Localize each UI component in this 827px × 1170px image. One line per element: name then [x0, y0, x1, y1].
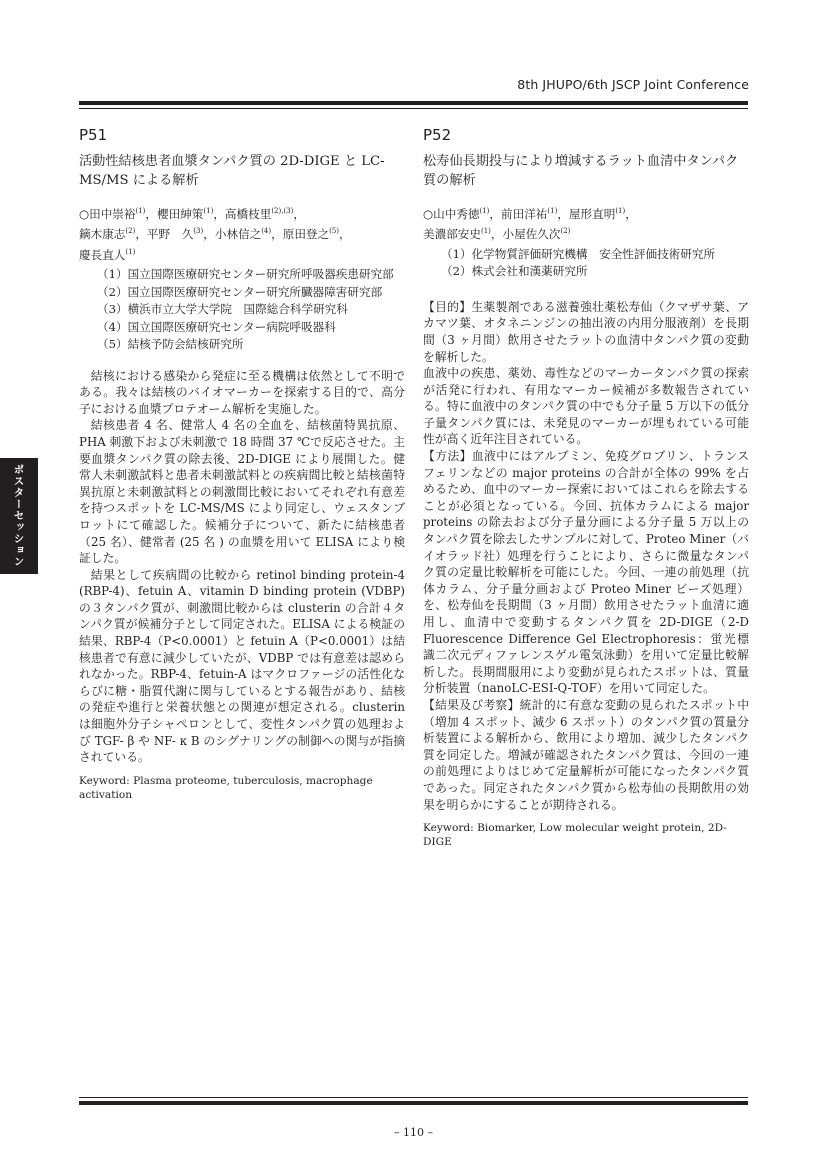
section-side-tab-label: ポスターセッション [12, 464, 25, 568]
section-side-tab [0, 458, 38, 574]
footer-rule-thin [79, 1097, 748, 1098]
abstract-paragraph: 【方法】血液中にはアルブミン、免疫グロブリン、トランスフェリンなどの major proteins の合計が全体の 99% を占めるため、血中のマーカー探索においてはこれらを除去することが必須となっている。今回、抗体カラムによる major proteins の除去および分子量分画による分子量 5 万以上のタンパク質を除去したサンプルに対して、Proteo Miner（バイオラッド社）処理を行うことにより、さらに微量なタンパク質の定量比較解析を可能にした。今回、一連の前処理（抗体カラム、分子量分画および Proteo Miner ビーズ処理）を、松寿仙を長期間（3 ヶ月間）飲用させたラット血清に適用し、血清中で変動するタンパク質を 2D-DIGE（2-D Fluorescence Difference Gel Electrophoresis：蛍光標識二次元ディファレンスゲル電気泳動）を用いて定量比較解析した。長期間服用により変動が見られたスポットは、質量分析装置（nanoLC-ESI-Q-TOF）を用いて同定した。 [423, 449, 749, 696]
affiliation-list [423, 246, 749, 281]
abstract-paragraph: 血液中の疾患、薬効、毒性などのマーカータンパク質の探索が活発に行われ、有用なマーカー候補が多数報告されている。特に血液中のタンパク質の中でも分子量 5 万以下の低分子量タンパク質には、未発見のマーカーが埋もれている可能性が高く近年注目されている。 [423, 366, 749, 447]
affiliation-item: （2）株式会社和漢薬研究所 [441, 264, 588, 279]
abstract-paragraph: 結核患者 4 名、健常人 4 名の全血を、結核菌特異抗原、PHA 刺激下および未刺激で 18 時間 37 ℃で反応させた。主要血漿タンパク質の除去後、2D-DIGE により展開した。健常人未刺激試料と患者未刺激試料との疾病間比較と結核菌特異抗原と未刺激試料との刺激間比較においてそれぞれ有意差を持つスポットを LC-MS/MS により同定し、ウェスタンブロットにて確認した。候補分子について、新たに結核患者（25 名）、健常者 (25 名 ) の血漿を用いて ELISA により検証した。 [79, 418, 405, 566]
poster-id: P52 [423, 126, 452, 144]
affiliation-item: （1）化学物質評価研究機構 安全性評価技術研究所 [441, 246, 716, 261]
poster-authors: ○田中崇裕$^{(1)}$，櫻田紳策$^{(1)}$，高橋枝里$^{(2),(3)}$， 鏑木康志$^{(2)}$，平野 久$^{(3)}$，小林信之$^{(4)}$，原田登之$^{(5)}$， 慶長直人$^{(1)}$ [79, 206, 351, 262]
poster-authors: ○山中秀徳$^{(1)}$，前田洋祐$^{(1)}$，屋形直明$^{(1)}$， 美濃部安史$^{(1)}$，小屋佐久次$^{(2)}$ [423, 206, 637, 242]
poster-p51 [79, 126, 405, 802]
poster-title: 松寿仙長期投与により増減するラット血清中タンパク質の解析 [423, 154, 739, 188]
affiliation-item: （2）国立国際医療研究センター研究所臓器障害研究部 [97, 284, 383, 299]
affiliation-item: （5）結核予防会結核研究所 [97, 337, 244, 352]
abstract-paragraph: 【目的】生薬製剤である滋養強壮薬松寿仙（クマザサ葉、アカマツ葉、オタネニンジンの抽出液の内用分服液剤）を長期間（3 ヶ月間）飲用させたラットの血清中タンパク質の変動を解析した。 [423, 299, 749, 364]
affiliation-item: （3）横浜市立大学大学院 国際総合科学研究科 [97, 302, 348, 317]
poster-abstract [79, 368, 405, 766]
footer-rule-thick [79, 1101, 748, 1105]
page-number: – 110 – [394, 1126, 433, 1139]
poster-keywords: Keyword: Plasma proteome, tuberculosis, macrophage activation [79, 774, 373, 801]
abstract-paragraph: 結果として疾病間の比較から retinol binding protein-4 (RBP-4)、fetuin A、vitamin D binding protein (VDBP) の３タンパク質が、刺激間比較からは clusterin の合計４タンパク質が候補分子として同定された。ELISA による検証の結果、RBP-4（P<0.0001）と fetuin A（P<0.0001）は結核患者で有意に減少していたが、VDBP では有意差は認められなかった。RBP-4、fetuin-A はマクロファージの活性化ならびに糖・脂質代謝に関与しているとする報告があり、結核の発症や進行と栄養状態との関連が想定される。clusterin は細胞外分子シャペロンとして、変性タンパク質の処理および TGF- β や NF- κ B のシグナリングの制御への関与が指摘されている。 [79, 567, 405, 765]
poster-keywords: Keyword: Biomarker, Low molecular weight protein, 2D-DIGE [423, 822, 727, 849]
poster-id: P51 [79, 126, 108, 144]
affiliation-list [79, 266, 405, 354]
header-rule-thick [79, 101, 748, 105]
header-rule-thin [79, 108, 748, 109]
abstract-paragraph: 結核における感染から発症に至る機構は依然として不明である。我々は結核のバイオマーカーを探索する目的で、高分子における血漿プロテオーム解析を実施した。 [79, 368, 405, 416]
poster-abstract [423, 299, 749, 813]
abstract-paragraph: 【結果及び考察】統計的に有意な変動の見られたスポット中（増加 4 スポット、減少 6 スポット）のタンパク質の質量分析装置による解析から、飲用により増加、減少したタンパク質を同定した。増減が確認されたタンパク質は、今回の一連の前処理によりはじめて定量解析が可能になったタンパク質であった。同定されたタンパク質から松寿仙の長期飲用の効果を明らかにすることが期待される。 [423, 697, 749, 812]
running-header: 8th JHUPO/6th JSCP Joint Conference [517, 77, 749, 92]
affiliation-item: （4）国立国際医療研究センター病院呼吸器科 [97, 319, 336, 334]
poster-title: 活動性結核患者血漿タンパク質の 2D-DIGE と LC-MS/MS による解析 [79, 154, 385, 188]
poster-p52 [423, 126, 749, 849]
affiliation-item: （1）国立国際医療研究センター研究所呼吸器疾患研究部 [97, 267, 394, 282]
